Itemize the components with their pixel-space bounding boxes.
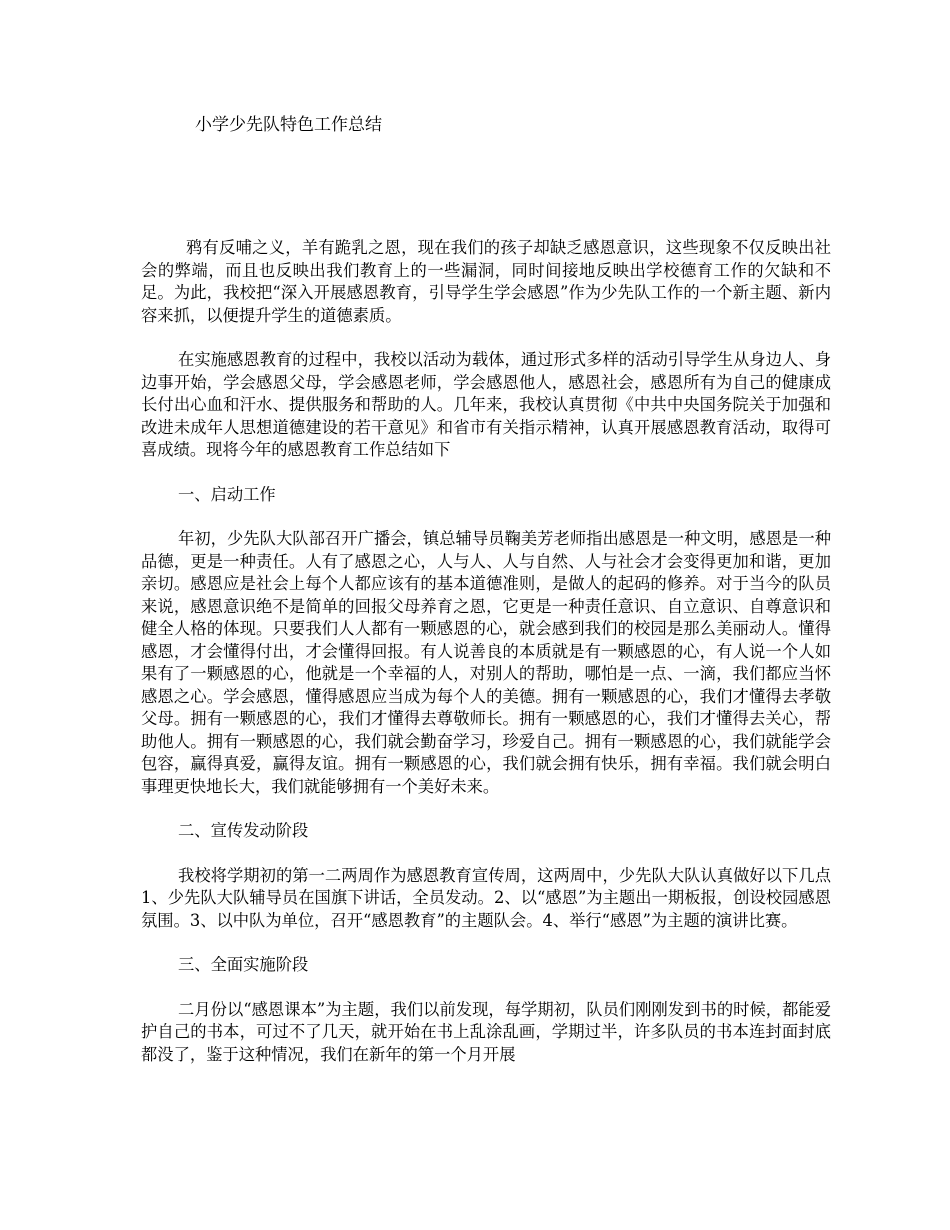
paragraph-section-1: 年初，少先队大队部召开广播会，镇总辅导员鞠美芳老师指出感恩是一种文明，感恩是一种品德，更是一种责任。人有了感恩之心，人与人、人与自然、人与社会才会变得更加和谐，更加亲切。感恩应是社会上每个人都应该有的基本道德准则，是做人的起码的修养。对于当今的队员来说，感恩意识绝不是简单的回报父母养育之恩，它更是一种责任意识、自立意识、自尊意识和健全人格的体现。只要我们人人都有一颗感恩的心，就会感到我们的校园是那么美丽动人。懂得感恩，才会懂得付出，才会懂得回报。有人说善良的本质就是有一颗感恩的心，有人说一个人如果有了一颗感恩的心，他就是一个幸福的人，对别人的帮助，哪怕是一点、一滴，我们都应当怀感恩之心。学会感恩，懂得感恩应当成为每个人的美德。拥有一颗感恩的心，我们才懂得去孝敬父母。拥有一颗感恩的心，我们才懂得去尊敬师长。拥有一颗感恩的心，我们才懂得去关心，帮助他人。拥有一颗感恩的心，我们就会勤奋学习，珍爱自己。拥有一颗感恩的心，我们就能学会包容，赢得真爱，赢得友谊。拥有一颗感恩的心，我们就会拥有快乐，拥有幸福。我们就会明白事理更快地长大，我们就能够拥有一个美好未来。 [141, 529, 831, 796]
document-title: 小学少先队特色工作总结 [195, 115, 382, 135]
section-heading-2: 二、宣传发动阶段 [178, 821, 309, 840]
section-heading-1: 一、启动工作 [178, 484, 276, 504]
paragraph-section-2: 我校将学期初的第一二两周作为感恩教育宣传周，这两周中，少先队大队认真做好以下几点1、少先队大队辅导员在国旗下讲话，全员发动。2、以“感恩”为主题出一期板报，创设校园感恩氛围。3、以中队为单位，召开“感恩教育”的主题队会。4、举行“感恩”为主题的演讲比赛。 [141, 865, 831, 930]
section-heading-3: 三、全面实施阶段 [178, 955, 309, 974]
paragraph-intro: 鸦有反哺之义，羊有跪乳之恩，现在我们的孩子却缺乏感恩意识，这些现象不仅反映出社会的弊端，而且也反映出我们教育上的一些漏洞，同时间接地反映出学校德育工作的欠缺和不足。为此，我校把“深入开展感恩教育，引导学生学会感恩”作为少先队工作的一个新主题、新内容来抓，以便提升学生的道德素质。 [141, 238, 831, 325]
paragraph-overview: 在实施感恩教育的过程中，我校以活动为载体，通过形式多样的活动引导学生从身边人、身边事开始，学会感恩父母，学会感恩老师，学会感恩他人，感恩社会，感恩所有为自己的健康成长付出心血和汗水、提供服务和帮助的人。几年来，我校认真贯彻《中共中央国务院关于加强和改进未成年人思想道德建设的若干意见》和省市有关指示精神，认真开展感恩教育活动，取得可喜成绩。现将今年的感恩教育工作总结如下 [141, 350, 831, 459]
paragraph-section-3: 二月份以“感恩课本”为主题，我们以前发现，每学期初，队员们刚刚发到书的时候，都能爱护自己的书本，可过不了几天，就开始在书上乱涂乱画，学期过半，许多队员的书本连封面封底都没了，鉴于这种情况，我们在新年的第一个月开展 [141, 999, 831, 1064]
document-body [141, 237, 831, 1066]
